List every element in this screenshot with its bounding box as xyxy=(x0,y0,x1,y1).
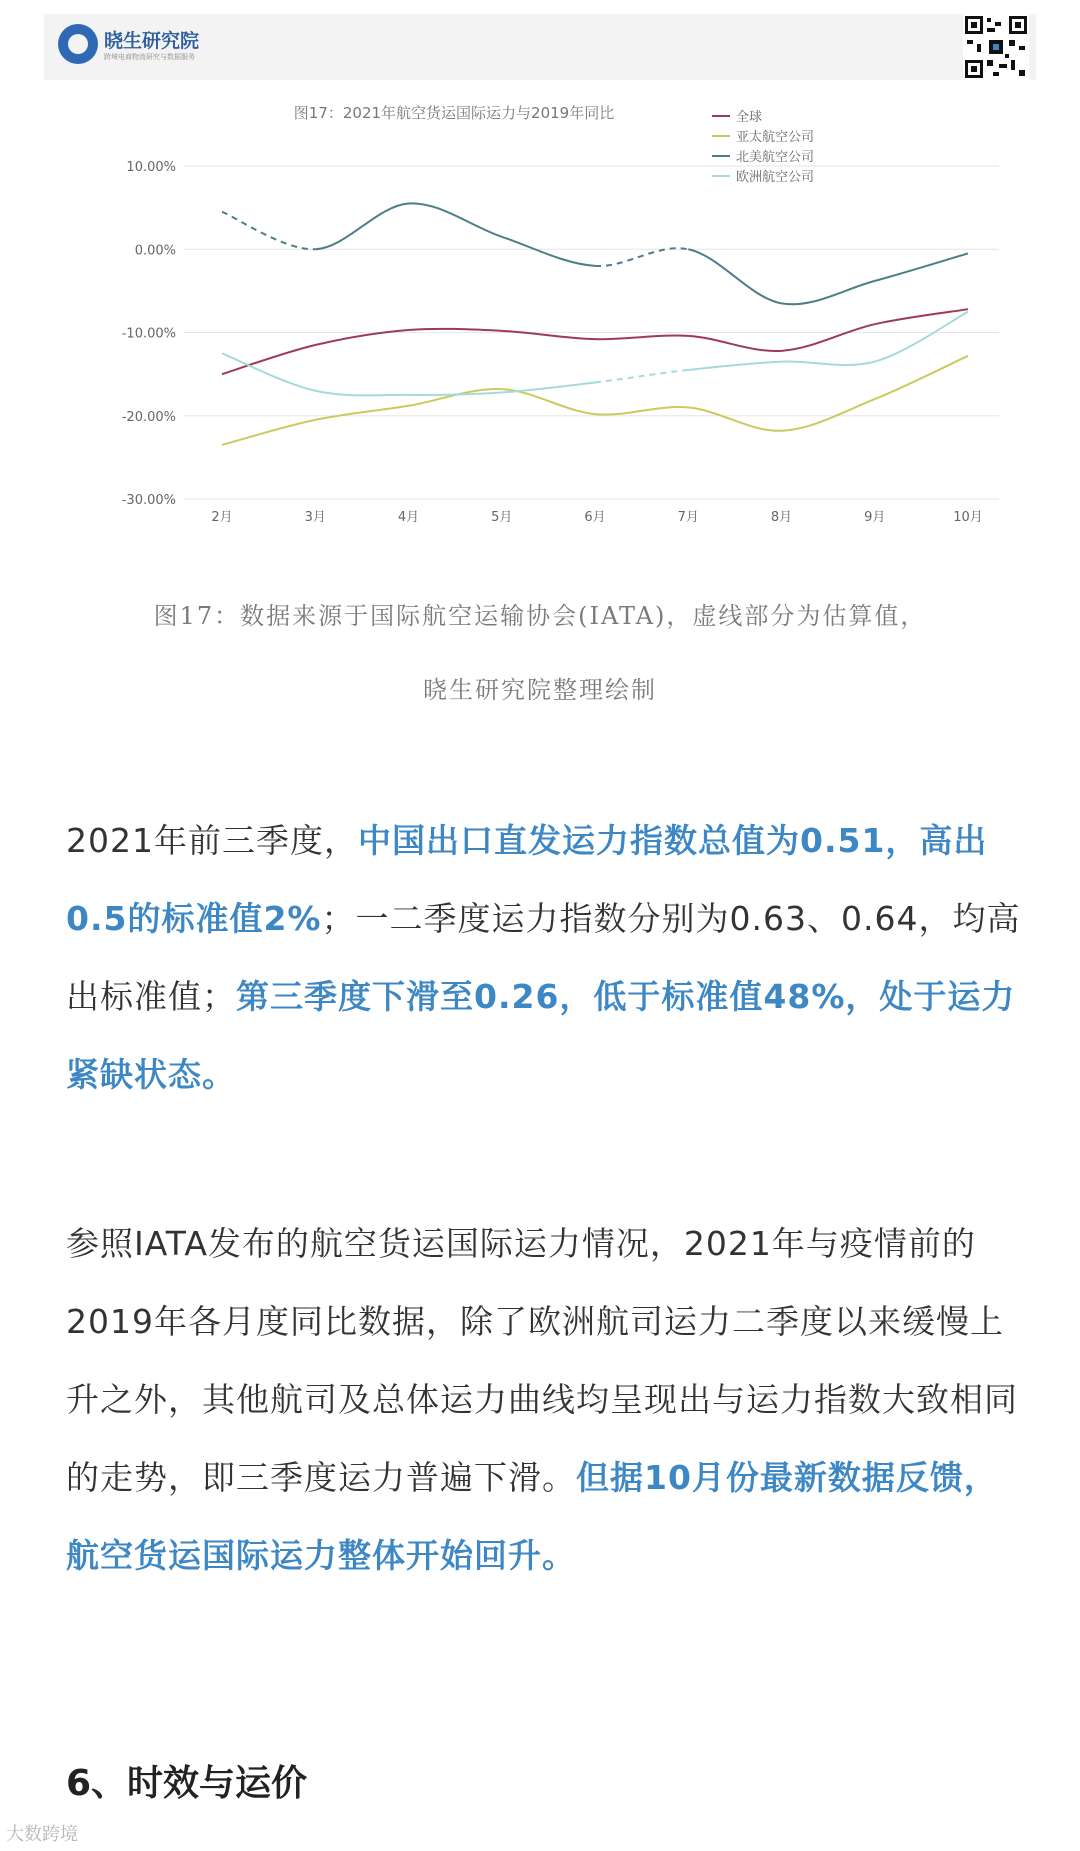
line-chart xyxy=(44,80,1036,535)
series-line-segment xyxy=(222,212,315,250)
series-line-segment xyxy=(688,407,781,430)
paragraph1-highlight-2: 第三季度下滑至0.26，低于标准值48%，处于运力紧缺状态。 xyxy=(66,977,1016,1094)
figure-caption-line1: 图17：数据来源于国际航空运输协会(IATA)，虚线部分为估算值， xyxy=(153,602,927,630)
x-tick-label: 6月 xyxy=(584,510,606,525)
series-line-segment xyxy=(409,329,502,331)
x-tick-label: 2月 xyxy=(211,510,233,525)
series-line-segment xyxy=(782,324,875,351)
paragraph-iata-capacity xyxy=(66,1205,1026,1595)
series-line-segment xyxy=(688,362,781,370)
series-line-segment xyxy=(502,382,595,392)
series-line-segment xyxy=(782,361,875,365)
x-tick-label: 9月 xyxy=(864,510,886,525)
series-line-segment xyxy=(595,335,688,339)
series-line-segment xyxy=(875,253,968,280)
institute-logo-text: 晓生研究院 xyxy=(104,30,200,52)
series-line-segment xyxy=(688,249,781,303)
series-line-segment xyxy=(875,356,968,399)
series-line-segment xyxy=(875,309,968,324)
series-line-segment xyxy=(782,281,875,304)
figure-caption-line2: 晓生研究院整理绘制 xyxy=(423,676,657,704)
series-line-segment xyxy=(595,370,688,382)
series-line-segment xyxy=(595,407,688,415)
y-tick-label: -10.00% xyxy=(121,326,176,342)
paragraph2-text-1: 参照IATA发布的航空货运国际运力情况，2021年与疫情前的2019年各月度同比数据，除了欧洲航司运力二季度以来缓慢上升之外，其他航司及总体运力曲线均呈现出与运力指数大致相同的走势，即三季度运力普遍下滑。 xyxy=(66,1224,1018,1497)
x-tick-label: 5月 xyxy=(491,510,513,525)
x-tick-label: 10月 xyxy=(953,510,983,525)
series-line-segment xyxy=(222,420,315,445)
chart-title: 图17：2021年航空货运国际运力与2019年同比 xyxy=(293,104,615,122)
institute-logo-subtitle: 跨境电商物流研究与数据服务 xyxy=(104,53,195,61)
series-line-segment xyxy=(688,336,781,351)
paragraph1-text-1: 2021年前三季度， xyxy=(66,821,358,860)
series-line-segment xyxy=(875,312,968,362)
chart-container xyxy=(44,80,1036,535)
paragraph-capacity-index xyxy=(66,802,1026,1114)
legend-label: 北美航空公司 xyxy=(736,150,815,165)
qr-code-icon xyxy=(963,14,1029,80)
paragraph1-highlight-1: 中国出口直发运力指数总值为0.51，高出0.5的标准值2% xyxy=(66,821,988,938)
series-line-segment xyxy=(502,389,595,414)
institute-logo-icon xyxy=(58,24,98,64)
legend-label: 亚太航空公司 xyxy=(736,130,815,145)
footer-watermark-logo: 大数跨境 xyxy=(6,1824,78,1845)
x-tick-label: 3月 xyxy=(304,510,326,525)
y-tick-label: -30.00% xyxy=(121,493,176,508)
series-line-segment xyxy=(315,406,408,420)
y-tick-label: -20.00% xyxy=(121,409,176,425)
x-tick-label: 7月 xyxy=(677,510,699,525)
series-line-segment xyxy=(595,248,688,266)
series-line-segment xyxy=(409,389,502,406)
paragraph1-text-2: ；一二季度运力指数分别为0.63、0.64，均高出标准值； xyxy=(66,899,1021,1016)
series-line-segment xyxy=(782,399,875,431)
x-tick-label: 8月 xyxy=(770,510,793,525)
y-tick-label: 10.00% xyxy=(126,160,176,175)
paragraph2-highlight-1: 但据10月份最新数据反馈，航空货运国际运力整体开始回升。 xyxy=(66,1458,998,1575)
series-line-segment xyxy=(315,203,408,249)
series-line-segment xyxy=(502,237,595,266)
series-line-segment xyxy=(409,203,502,236)
series-line-segment xyxy=(315,391,408,396)
y-tick-label: 0.00% xyxy=(134,243,176,259)
x-tick-label: 4月 xyxy=(397,510,420,525)
series-line-segment xyxy=(409,392,502,395)
legend-label: 全球 xyxy=(736,110,763,125)
section-title: 6、时效与运价 xyxy=(66,1763,308,1804)
legend-label: 欧洲航空公司 xyxy=(736,170,815,185)
